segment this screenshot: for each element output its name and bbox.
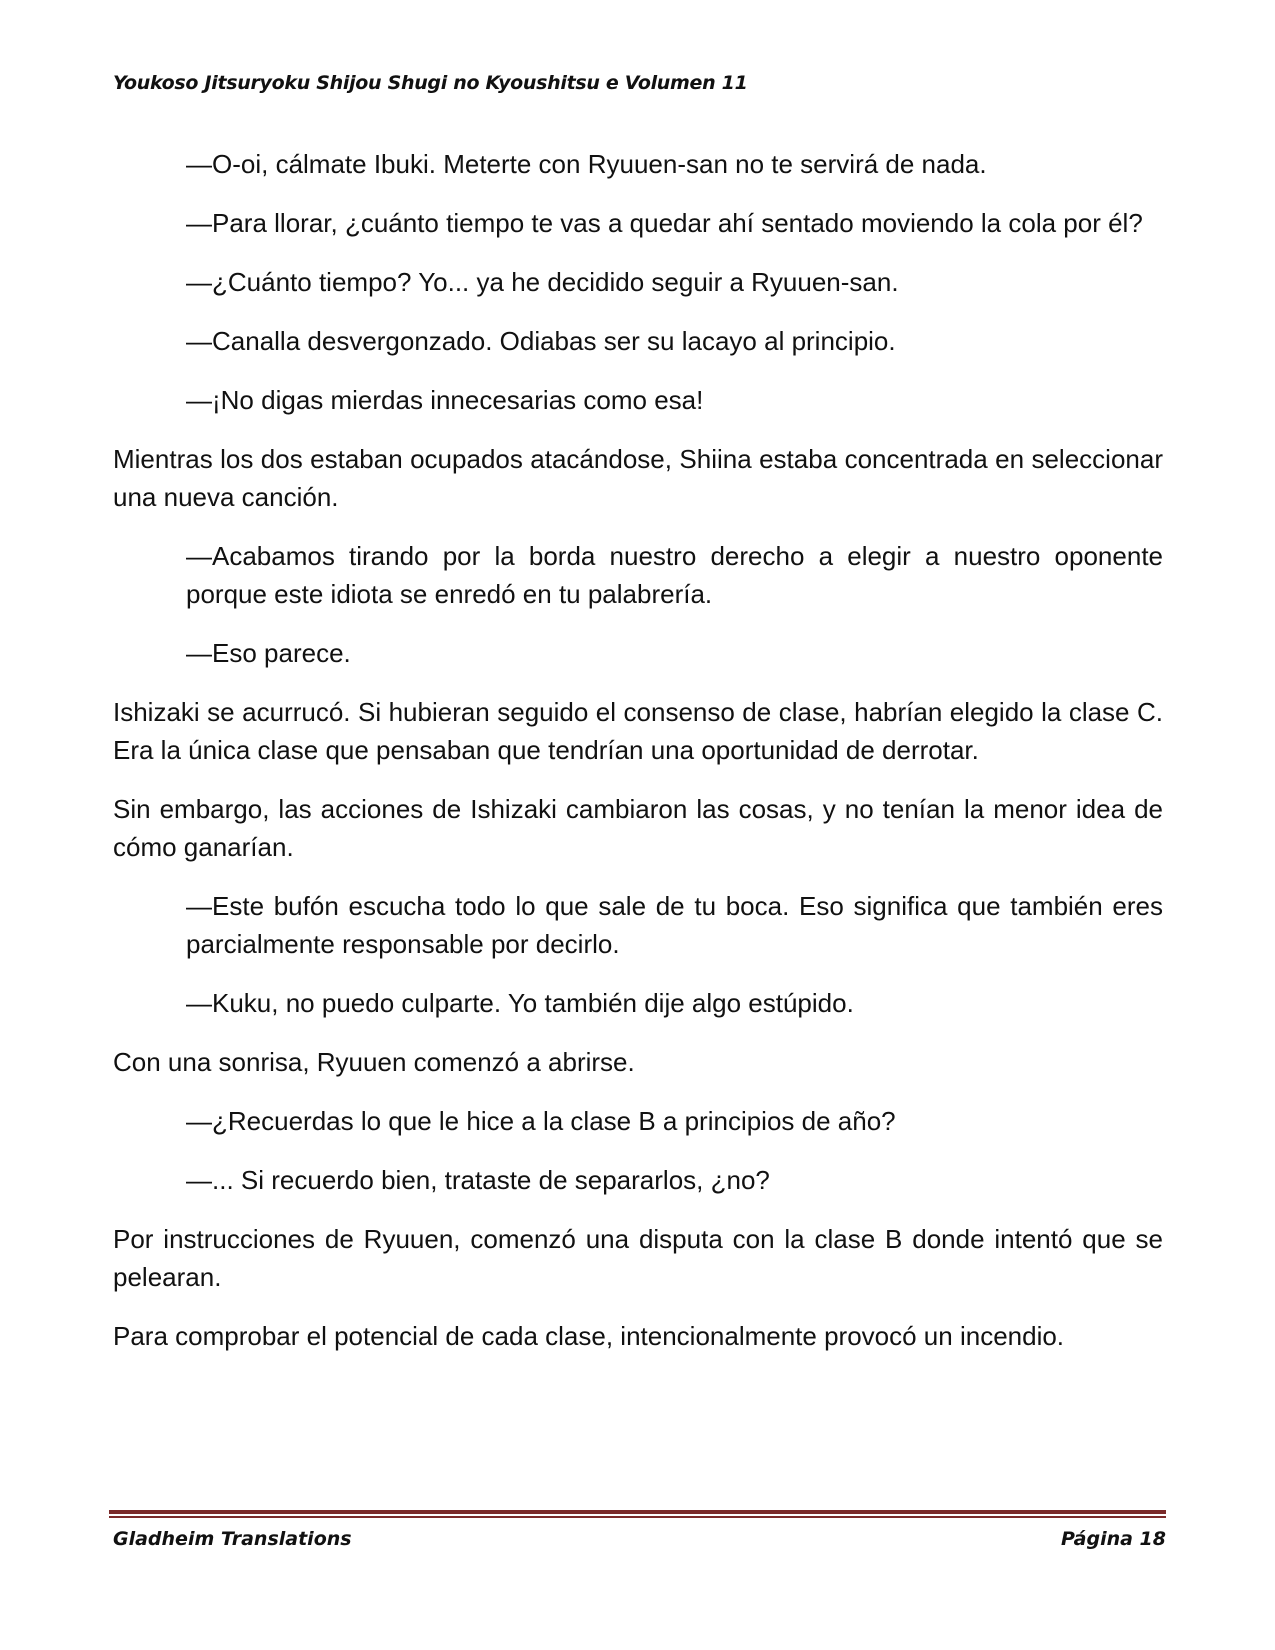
dialog-line: —Acabamos tirando por la borda nuestro derecho a elegir a nuestro oponente porque este idiota se enredó en tu palabrería. [186,541,1163,609]
narration-paragraph: Sin embargo, las acciones de Ishizaki cambiaron las cosas, y no tenían la menor idea de cómo ganarían. [113,794,1163,862]
narration-paragraph: Mientras los dos estaban ocupados atacándose, Shiina estaba concentrada en seleccionar una nueva canción. [113,444,1163,512]
footer-divider [109,1510,1166,1520]
dialog-line: —Para llorar, ¿cuánto tiempo te vas a quedar ahí sentado moviendo la cola por él? [186,208,1143,238]
footer-page-number: Página 18 [1060,1528,1166,1550]
dialog-line: —¡No digas mierdas innecesarias como esa! [186,385,704,415]
dialog-line: —¿Cuánto tiempo? Yo... ya he decidido seguir a Ryuuen-san. [186,267,899,297]
narration-paragraph: Con una sonrisa, Ryuuen comenzó a abrirse. [113,1047,635,1077]
narration-paragraph: Ishizaki se acurrucó. Si hubieran seguido el consenso de clase, habrían elegido la clase C. Era la única clase que pensaban que tendrían una oportunidad de derrotar. [113,697,1163,765]
page-header-title: Youkoso Jitsuryoku Shijou Shugi no Kyoushitsu e Volumen 11 [113,72,748,94]
dialog-line: —O-oi, cálmate Ibuki. Meterte con Ryuuen-san no te servirá de nada. [186,149,987,179]
dialog-line: —Este bufón escucha todo lo que sale de tu boca. Eso significa que también eres parcialmente responsable por decirlo. [186,891,1163,959]
dialog-line: —... Si recuerdo bien, trataste de separarlos, ¿no? [186,1165,770,1195]
narration-paragraph: Para comprobar el potencial de cada clase, intencionalmente provocó un incendio. [113,1321,1065,1351]
footer-divider-thin [109,1516,1166,1518]
page-body [113,145,1163,1376]
dialog-line: —Eso parece. [186,638,351,668]
dialog-line: —Canalla desvergonzado. Odiabas ser su lacayo al principio. [186,326,896,356]
footer-divider-thick [109,1510,1166,1514]
dialog-line: —Kuku, no puedo culparte. Yo también dije algo estúpido. [186,988,854,1018]
narration-paragraph: Por instrucciones de Ryuuen, comenzó una disputa con la clase B donde intentó que se pelearan. [113,1224,1163,1292]
dialog-line: —¿Recuerdas lo que le hice a la clase B a principios de año? [186,1106,896,1136]
footer-translator: Gladheim Translations [113,1528,352,1550]
